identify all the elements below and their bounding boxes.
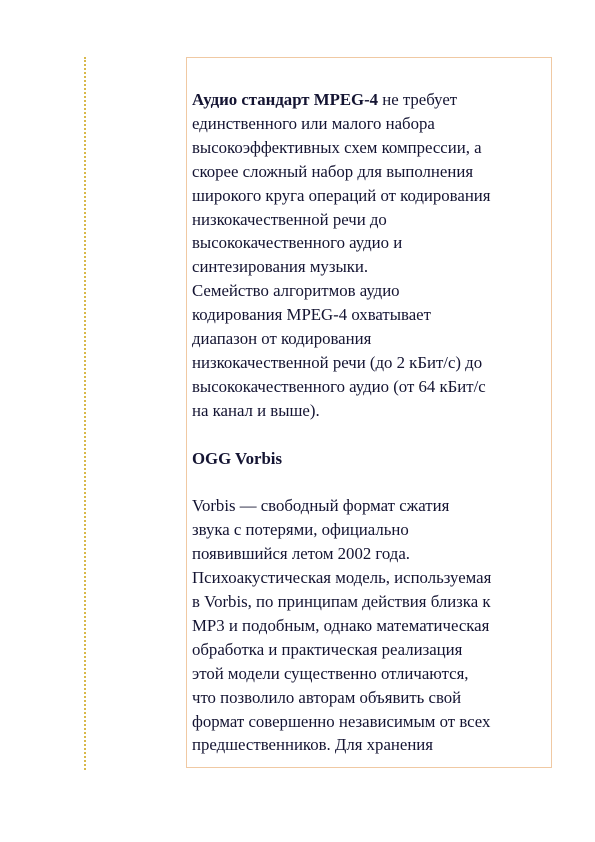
mpeg4-line: высококачественного аудио и bbox=[192, 233, 403, 253]
mpeg4-line: высокоэффективных схем компрессии, а bbox=[192, 137, 482, 157]
text-frame bbox=[186, 57, 552, 768]
mpeg4-line: кодирования MPEG-4 охватывает bbox=[192, 305, 431, 325]
document-content bbox=[192, 88, 552, 757]
ogg-line: Vorbis — свободный формат сжатия bbox=[192, 496, 450, 516]
mpeg4-line: скорее сложный набор для выполнения bbox=[192, 161, 474, 181]
ogg-line: предшественников. Для хранения bbox=[192, 735, 434, 755]
mpeg4-line: высококачественного аудио (от 64 кБит/с bbox=[192, 376, 486, 396]
mpeg4-line: единственного или малого набора bbox=[192, 113, 435, 133]
mpeg4-line: Семейство алгоритмов аудио bbox=[192, 281, 400, 301]
paragraph-gap bbox=[192, 470, 552, 494]
margin-dotted-line bbox=[84, 57, 86, 770]
ogg-line: появившийся летом 2002 года. bbox=[192, 544, 410, 564]
ogg-line: формат совершенно независимым от всех bbox=[192, 711, 491, 731]
mpeg4-line: широкого круга операций от кодирования bbox=[192, 185, 491, 205]
mpeg4-lead-line bbox=[192, 88, 552, 112]
ogg-line: MP3 и подобным, однако математическая bbox=[192, 615, 490, 635]
ogg-line: что позволило авторам объявить свой bbox=[192, 687, 462, 707]
mpeg4-lead-bold: Аудио стандарт MPEG-4 bbox=[192, 90, 379, 109]
ogg-line: в Vorbis, по принципам действия близка к bbox=[192, 592, 491, 611]
mpeg4-line: низкокачественной речи до bbox=[192, 209, 387, 229]
mpeg4-line: диапазон от кодирования bbox=[192, 329, 372, 349]
mpeg4-line: синтезирования музыки. bbox=[192, 257, 369, 277]
ogg-line: Психоакустическая модель, используемая bbox=[192, 568, 492, 588]
paragraph-gap bbox=[192, 423, 552, 447]
ogg-vorbis-heading: OGG Vorbis bbox=[192, 448, 282, 468]
mpeg4-line: низкокачественной речи (до 2 кБит/с) до bbox=[192, 352, 483, 372]
mpeg4-line: на канал и выше). bbox=[192, 400, 320, 420]
ogg-line: звука с потерями, официально bbox=[192, 520, 409, 540]
ogg-line: этой модели существенно отличаются, bbox=[192, 663, 469, 683]
mpeg4-lead-rest: не требует bbox=[378, 90, 458, 109]
ogg-line: обработка и практическая реализация bbox=[192, 639, 463, 659]
